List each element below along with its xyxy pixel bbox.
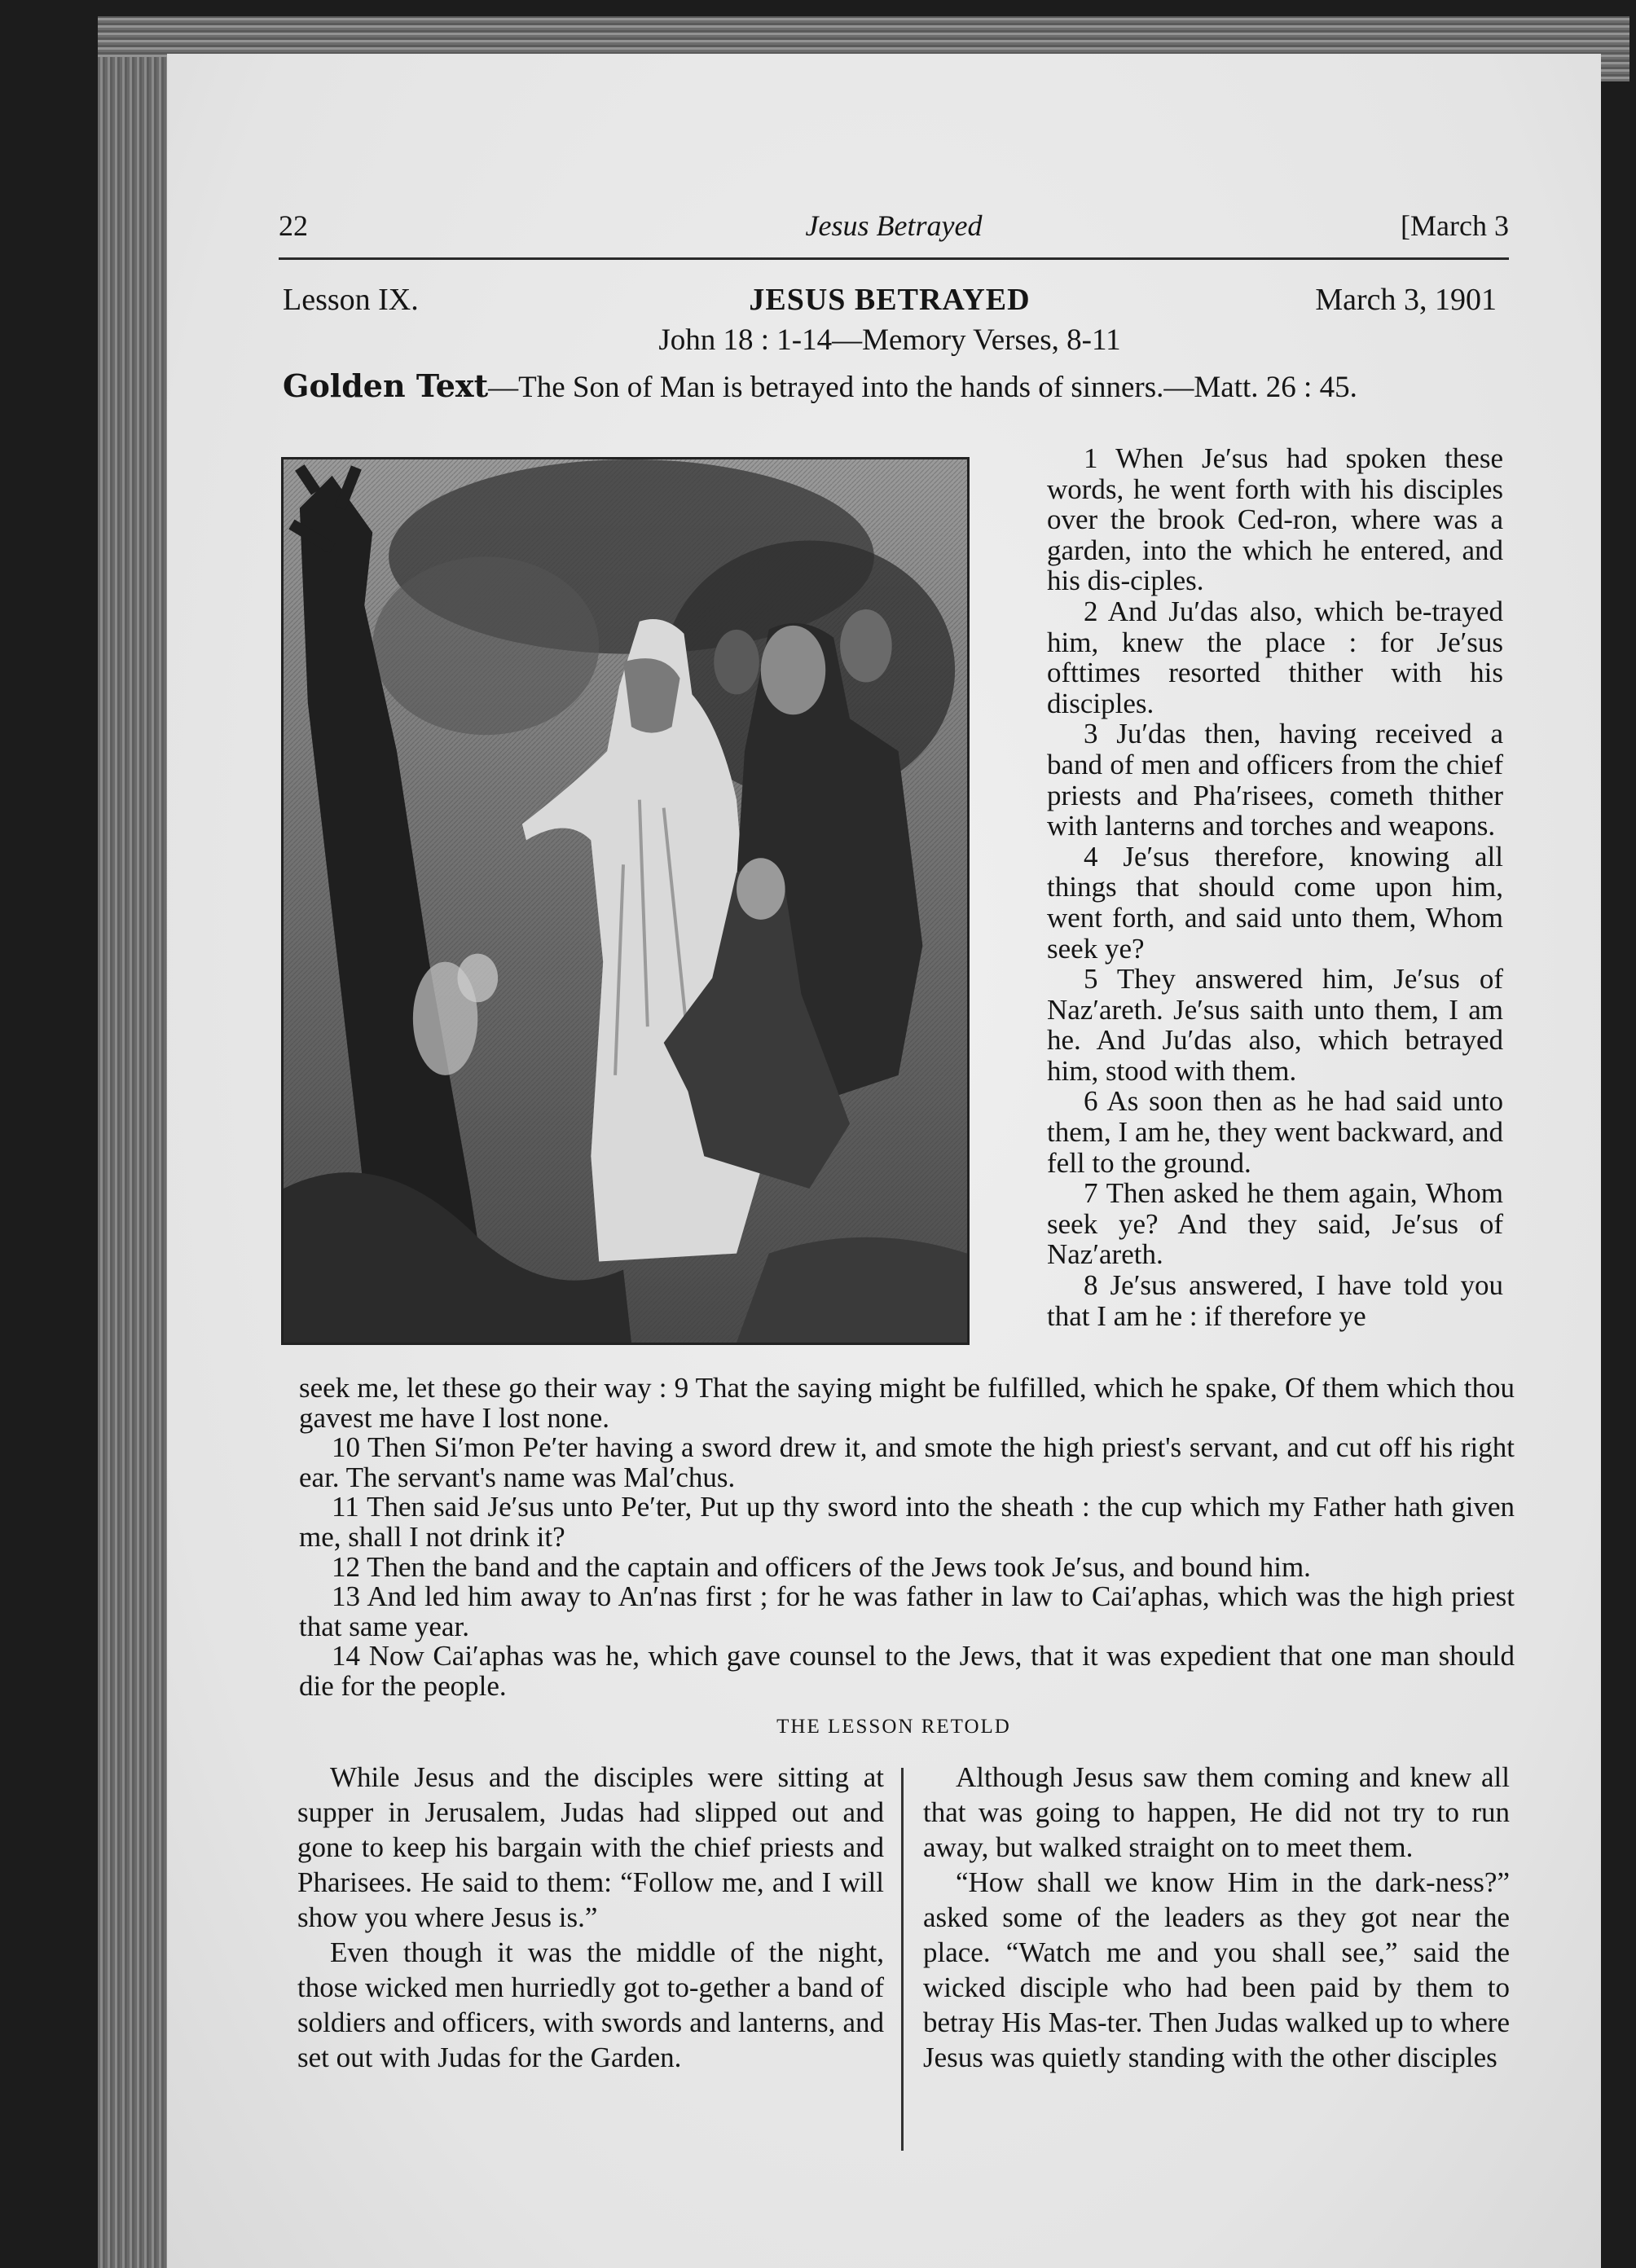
lesson-title: JESUS BETRAYED bbox=[749, 283, 1031, 317]
verse-2: 2 And Ju′das also, which be-trayed him, knew the place : for Je′sus ofttimes resorted thither with his disciples. bbox=[1047, 595, 1503, 719]
verse-6: 6 As soon then as he had said unto them, I am he, they went backward, and fell to the ground. bbox=[1047, 1085, 1503, 1179]
verses-right-column bbox=[1047, 443, 1503, 1331]
column-divider bbox=[901, 1768, 904, 2151]
retold-paragraph: While Jesus and the disciples were sitting at supper in Jerusalem, Judas had slipped out and gone to keep his bargain with the chief priests and Pharisees. He said to them: “Follow me, and I will show you where Jesus is.” bbox=[297, 1761, 884, 1933]
lesson-number: Lesson IX. bbox=[283, 283, 419, 317]
verse-14: 14 Now Cai′aphas was he, which gave counsel to the Jews, that it was expedient that one man should die for the people. bbox=[299, 1640, 1515, 1702]
lesson-retold-heading: THE LESSON RETOLD bbox=[776, 1716, 1011, 1738]
golden-text-body: —The Son of Man is betrayed into the hands of sinners.—Matt. 26 : 45. bbox=[488, 371, 1357, 404]
verse-8: 8 Je′sus answered, I have told you that I am he : if therefore ye bbox=[1047, 1269, 1503, 1332]
golden-text-label: Golden Text bbox=[283, 367, 489, 404]
verse-8-9: seek me, let these go their way : 9 That the saying might be fulfilled, which he spake, Of them which thou gavest me have I lost none. bbox=[299, 1372, 1515, 1434]
retold-paragraph: Although Jesus saw them coming and knew all that was going to happen, He did not try to run away, but walked straight on to meet them. bbox=[923, 1761, 1510, 1863]
scripture-reference: John 18 : 1-14—Memory Verses, 8-11 bbox=[658, 323, 1121, 357]
verse-13: 13 And led him away to An′nas first ; for he was father in law to Cai′aphas, which was the high priest that same year. bbox=[299, 1580, 1515, 1642]
verse-7: 7 Then asked he them again, Whom seek ye? And they said, Je′sus of Naz′areth. bbox=[1047, 1177, 1503, 1271]
verse-4: 4 Je′sus therefore, knowing all things that should come upon him, went forth, and said unto them, Whom seek ye? bbox=[1047, 840, 1503, 965]
verses-full-width bbox=[299, 1374, 1515, 1702]
book-page bbox=[167, 54, 1601, 2268]
retold-left-column bbox=[297, 1760, 884, 2075]
golden-text bbox=[283, 367, 1505, 405]
retold-paragraph: “How shall we know Him in the dark-ness?” asked some of the leaders as they got near the place. “Watch me and you shall see,” said the wicked disciple who had been paid by them to betray His Mas-ter. Then Judas walked up to where Jesus was quietly standing with the other disciples bbox=[923, 1866, 1510, 2073]
verse-1: 1 When Je′sus had spoken these words, he went forth with his disciples over the brook Ced-ron, where was a garden, into the which he entered, and his dis-ciples. bbox=[1047, 442, 1503, 597]
verse-5: 5 They answered him, Je′sus of Naz′areth. Je′sus saith unto them, I am he. And Ju′das also, which betrayed him, stood with them. bbox=[1047, 963, 1503, 1087]
verse-12: 12 Then the band and the captain and officers of the Jews took Je′sus, and bound him. bbox=[332, 1550, 1311, 1583]
verse-10: 10 Then Si′mon Pe′ter having a sword drew it, and smote the high priest's servant, and cut off his right ear. The servant's name was Mal′chus. bbox=[299, 1431, 1515, 1493]
verse-11: 11 Then said Je′sus unto Pe′ter, Put up thy sword into the sheath : the cup which my Father hath given me, shall I not drink it? bbox=[299, 1491, 1515, 1553]
jesus-betrayed-engraving-icon bbox=[284, 459, 967, 1343]
page-number: 22 bbox=[279, 209, 308, 242]
retold-right-column bbox=[923, 1760, 1510, 2075]
running-date: [March 3 bbox=[1401, 209, 1509, 242]
lesson-date: March 3, 1901 bbox=[1315, 283, 1497, 317]
verse-3: 3 Ju′das then, having received a band of men and officers from the chief priests and Pha′risees, cometh thither with lanterns and torches and weapons. bbox=[1047, 718, 1503, 842]
running-title: Jesus Betrayed bbox=[805, 209, 983, 242]
running-header bbox=[279, 209, 1509, 260]
illustration-image bbox=[281, 457, 970, 1345]
retold-paragraph: Even though it was the middle of the night, those wicked men hurriedly got to-gether a band of soldiers and officers, with swords and lanterns, and set out with Judas for the Garden. bbox=[297, 1936, 884, 2073]
